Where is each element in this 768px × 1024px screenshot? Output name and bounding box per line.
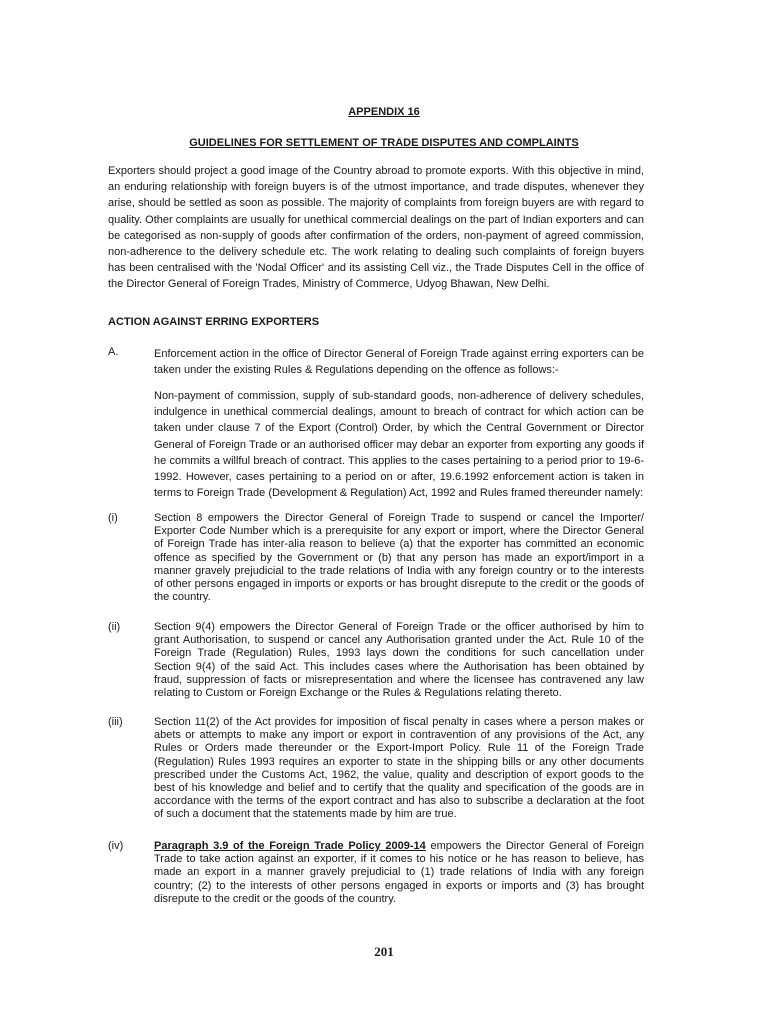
item-iii-label: (iii) [108,716,123,728]
item-iv-text [154,840,644,906]
item-i [108,512,644,607]
item-iv-body: empowers the Director General of Foreign Trade to take action against an exporter, if it comes to his notice or he has reason to believe, has made an export in a manner gravely prejudicial to (1) trade relations of India with any foreign country; (2) to the interests of other persons engaged in exports or imports and (3) has brought disrepute to the credit or the goods of the country. [154,840,644,905]
item-i-label: (i) [108,512,118,524]
item-ii-label: (ii) [108,621,121,633]
item-iv [108,840,644,910]
item-a [108,346,644,380]
intro-paragraph: Exporters should project a good image of the Country abroad to promote exports. With this objective in mind, an enduring relationship with foreign buyers is of the utmost importance, and trade disputes, whenever they arise, should be settled as soon as possible. The majority of complaints from foreign buyers are with regard to quality. Other complaints are usually for unethical commercial dealings on the part of Indian exporters and can be categorised as non-supply of goods after confirmation of the orders, non-payment of agreed commission, non-adherence to the delivery schedule etc. The work relating to dealing such complaints of foreign buyers has been centralised with the 'Nodal Officer' and its assisting Cell viz., the Trade Disputes Cell in the office of the Director General of Foreign Trades, Ministry of Commerce, Udyog Bhawan, New Delhi. [108,165,644,291]
item-ii-text: Section 9(4) empowers the Director General of Foreign Trade or the officer authorised by him to grant Authorisation, to suspend or cancel any Authorisation granted under the Act. Rule 10 of the Foreign Trade (Regulation) Rules, 1993 lays down the conditions for such cancellation under Section 9(4) of the said Act. This includes cases where the Authorisation has been obtained by fraud, suppression of facts or misrepresentation and where the licensee has contravened any law relating to Custom or Foreign Exchange or the Rules & Regulations relating thereto. [154,621,644,700]
appendix-title: APPENDIX 16 [348,106,420,118]
item-i-text: Section 8 empowers the Director General of Foreign Trade to suspend or cancel the Importer/ Exporter Code Number which is a prerequisite for any export or import, where the Director General of Foreign Trade has inter-alia reason to believe (a) that the exporter has committed an economic offence as specified by the Government or (b) that any person has made an export/import in a manner gravely prejudicial to the trade relations of India with any foreign country or to the interests of other persons engaged in imports or exports or has brought disrepute to the credit or the goods of the country. [154,512,644,604]
item-ii [108,621,644,706]
foreign-trade-policy-link[interactable]: Paragraph 3.9 of the Foreign Trade Policy 2009-14 [154,840,426,852]
page-number: 201 [374,944,394,959]
section-heading: ACTION AGAINST ERRING EXPORTERS [108,316,320,328]
item-iii [108,716,644,826]
item-iv-label: (iv) [108,840,124,852]
item-iii-text: Section 11(2) of the Act provides for imposition of fiscal penalty in cases where a person makes or abets or attempts to make any import or export in contravention of any provisions of the Act, any Rules or Orders made thereunder or the Export-Import Policy. Rule 11 of the Foreign Trade (Regulation) Rules 1993 requires an exporter to state in the shipping bills or any other documents prescribed under the Customs Act, 1962, the value, quality and description of export goods to the best of his knowledge and belief and to certify that the quality and specification of the goods are in accordance with the terms of the export contract and has also to subscribe a declaration at the foot of such a document that the statements made by him are true. [154,716,644,821]
guidelines-title: GUIDELINES FOR SETTLEMENT OF TRADE DISPUTES AND COMPLAINTS [189,137,579,149]
item-a-label: A. [108,346,119,358]
item-a-text: Enforcement action in the office of Director General of Foreign Trade against erring exporters can be taken under the existing Rules & Regulations depending on the offence as follows:- [154,348,644,377]
non-payment-paragraph: Non-payment of commission, supply of sub-standard goods, non-adherence of delivery schedules, indulgence in unethical commercial dealings, amount to breach of contract for which action can be taken under clause 7 of the Export (Control) Order, by which the Central Government or Director General of Foreign Trade or an authorised officer may debar an exporter from exporting any goods if he commits a willful breach of contract. This applies to the cases pertaining to a period prior to 19-6-1992. However, cases pertaining to a period on or after, 19.6.1992 enforcement action is taken in terms to Foreign Trade (Development & Regulation) Act, 1992 and Rules framed thereunder namely: [154,390,644,500]
